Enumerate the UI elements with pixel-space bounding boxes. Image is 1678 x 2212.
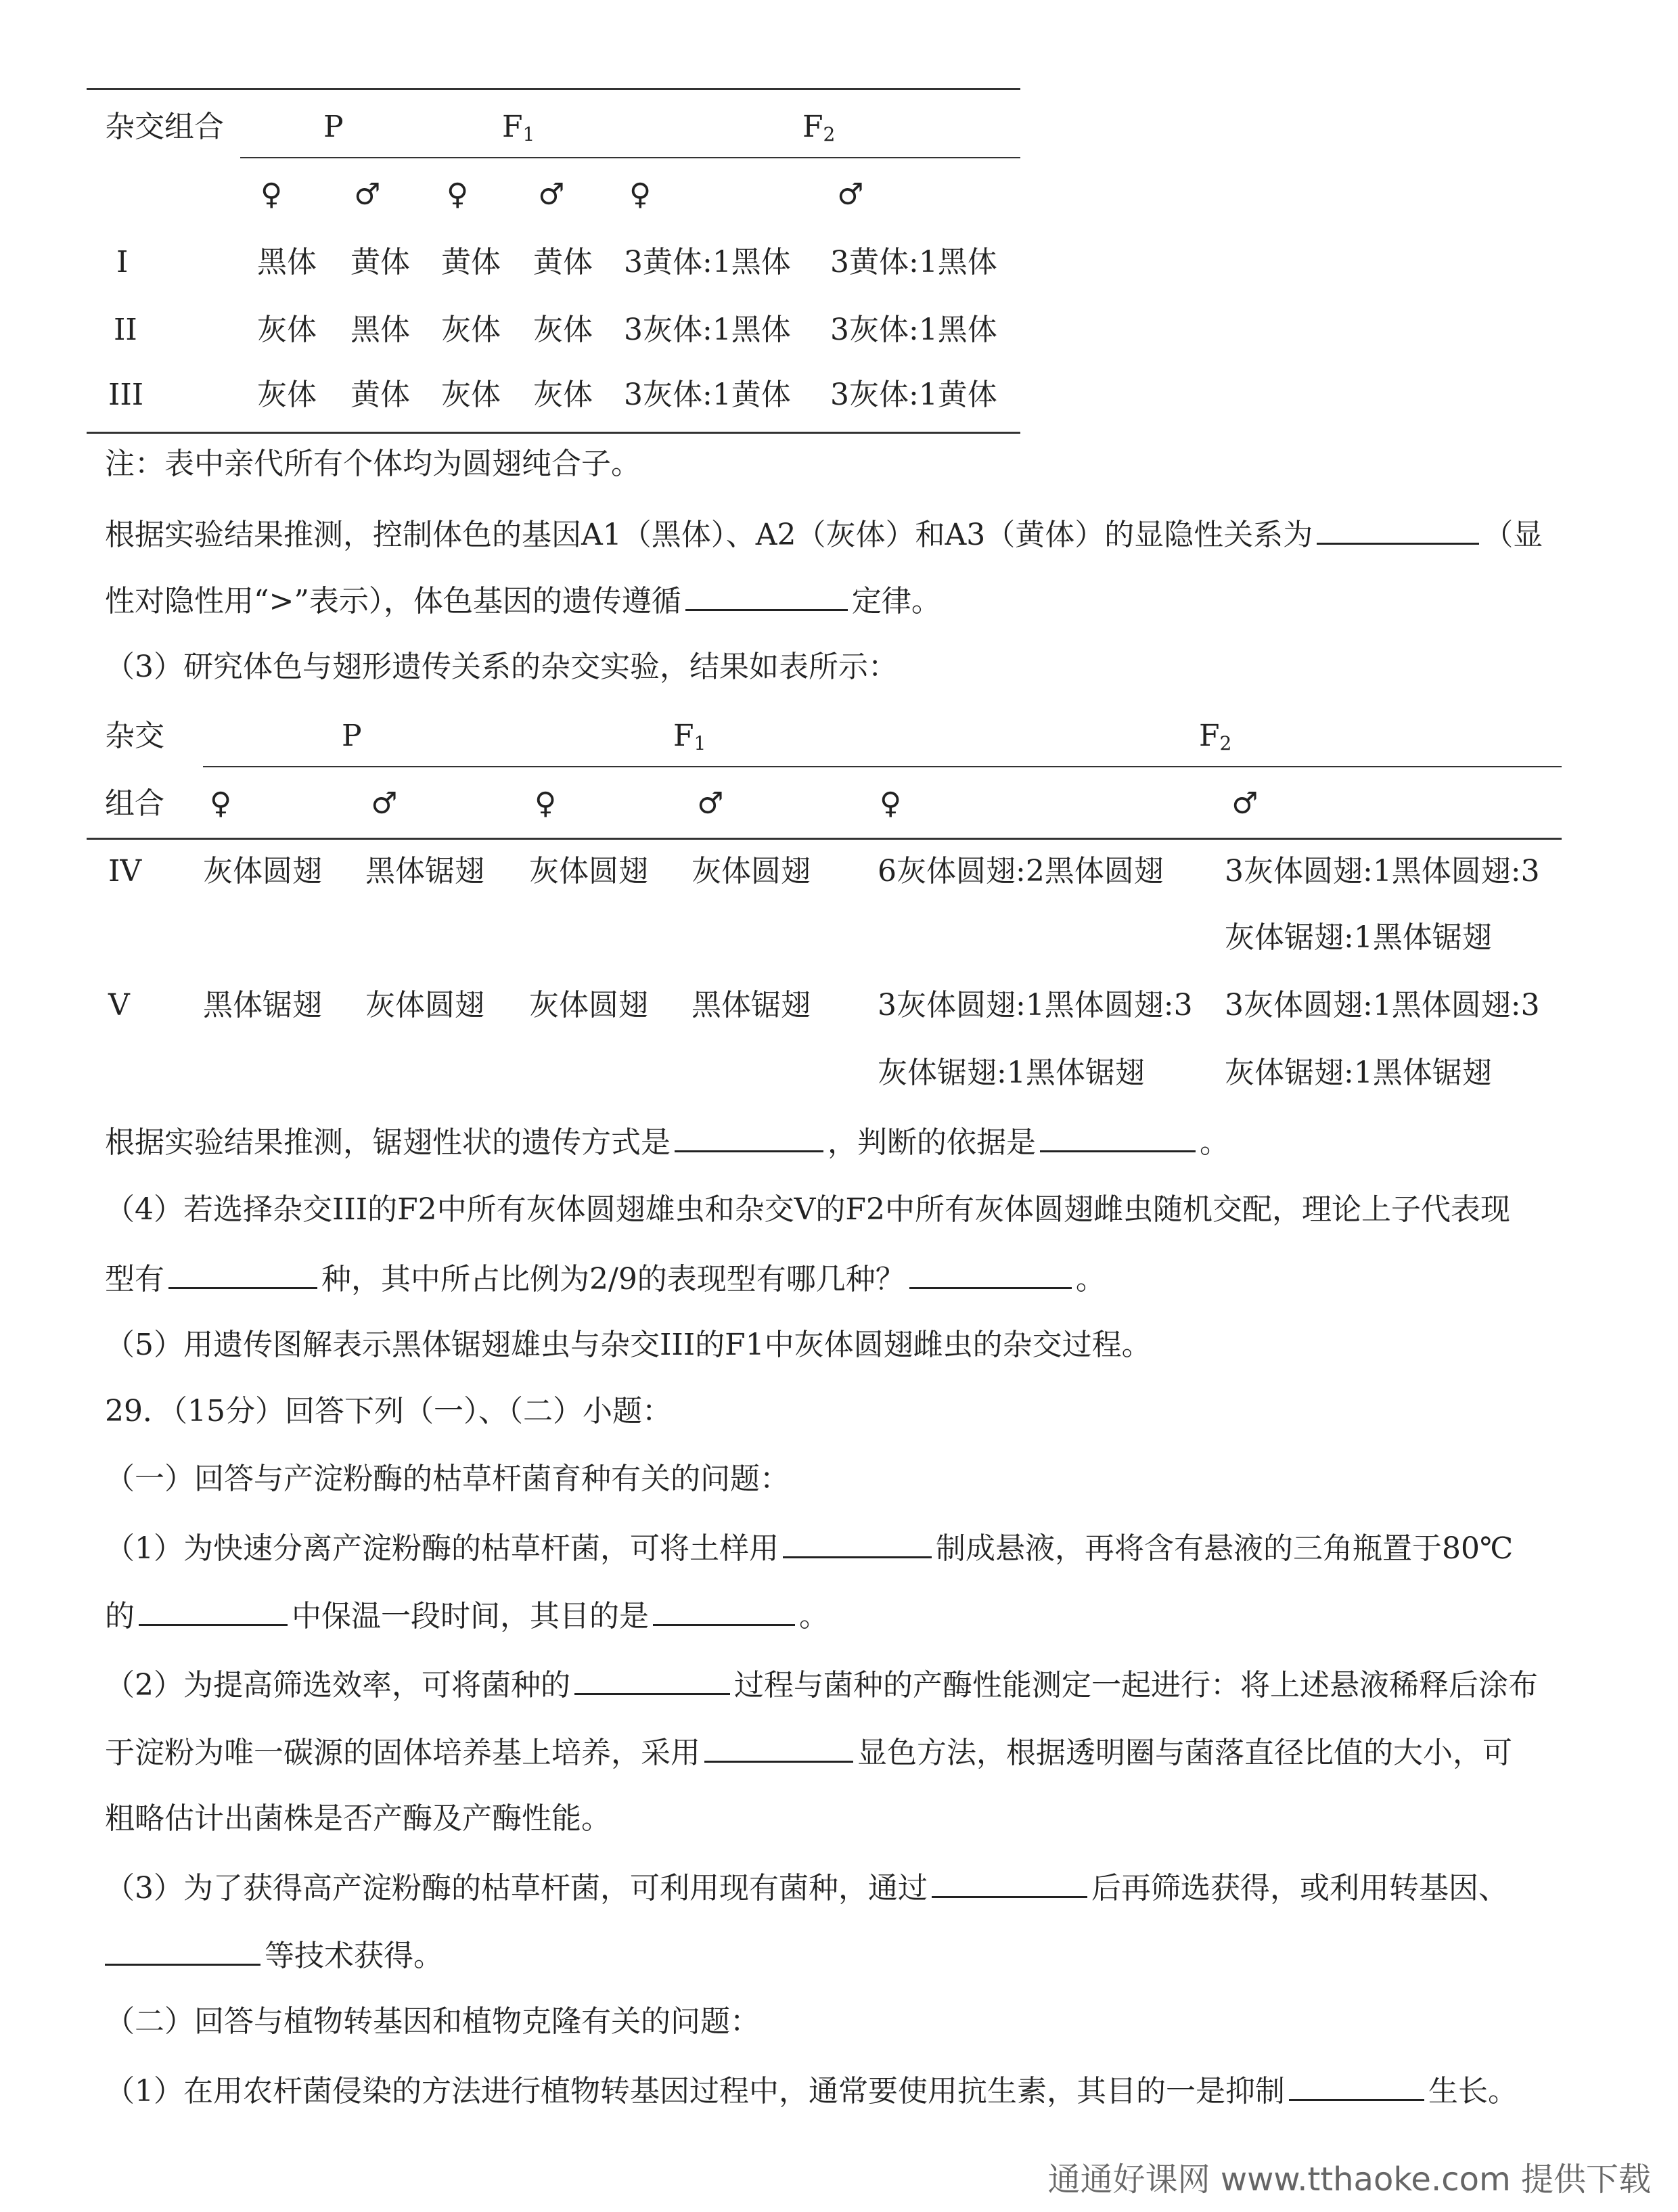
table2-header-f1: $F_1$ <box>673 719 706 754</box>
paragraph-text: 性对隐性用“>”表示），体色基因的遗传遵循 <box>105 584 681 618</box>
question-4: （4）若选择杂交III的F2中所有灰体圆翅雄虫和杂交V的F2中所有灰体圆翅雌虫随机交配，理论上子代表现 <box>105 1192 1510 1227</box>
paragraph-text: （显 <box>1483 518 1543 552</box>
table1-cell: 灰体 <box>441 378 501 412</box>
answer-blank[interactable] <box>1040 1123 1196 1152</box>
table2-header-group: 组合 <box>105 786 164 821</box>
paragraph-text: 显色方法，根据透明圈与菌落直径比值的大小，可 <box>857 1736 1512 1770</box>
table1-cell: 灰体 <box>533 378 593 412</box>
answer-blank[interactable] <box>1289 2072 1424 2101</box>
table1-cell: 3灰体:1黄体 <box>624 378 791 412</box>
table1-cell: 灰体 <box>533 313 593 347</box>
section-1-q3-cont <box>105 1937 443 1974</box>
table2-cell: 6灰体圆翅:2黑体圆翅 <box>878 854 1164 888</box>
table2-sex-male: ♂ <box>1231 786 1258 821</box>
table1-header-f2: $F_2$ <box>802 110 836 145</box>
section-1-heading: （一）回答与产淀粉酶的枯草杆菌育种有关的问题： <box>105 1462 790 1496</box>
table2-mid-rule <box>203 766 1562 767</box>
answer-blank[interactable] <box>168 1260 317 1289</box>
paragraph-text: 的 <box>105 1599 135 1633</box>
table2-cell: 灰体锯翅:1黑体锯翅 <box>1225 1056 1492 1090</box>
paragraph-text: （1）在用农杆菌侵染的方法进行植物转基因过程中，通常要使用抗生素，其目的一是抑制 <box>105 2074 1285 2108</box>
paragraph-dominance <box>105 516 1543 553</box>
table1-cell: 灰体 <box>257 378 317 412</box>
table2-cell: 灰体锯翅:1黑体锯翅 <box>878 1056 1145 1090</box>
table1-cell: 3灰体:1黑体 <box>830 313 997 347</box>
table2-cell: 3灰体圆翅:1黑体圆翅:3 <box>1225 988 1540 1022</box>
paragraph-saw-wing <box>105 1123 1229 1160</box>
paragraph-text: 根据实验结果推测，锯翅性状的遗传方式是 <box>105 1125 671 1160</box>
table1-cell: 灰体 <box>441 313 501 347</box>
table2-cell: 灰体圆翅 <box>203 854 322 888</box>
table1-sex-male: ♂ <box>538 177 565 212</box>
paragraph-text: 根据实验结果推测，控制体色的基因A1（黑体）、A2（灰体）和A3（黄体）的显隐性关系为 <box>105 518 1313 552</box>
table1-sex-female: ♀ <box>629 177 652 212</box>
paragraph-text: 。 <box>799 1599 829 1633</box>
answer-blank[interactable] <box>139 1597 288 1626</box>
table2-header-rule <box>87 838 1562 840</box>
table1-top-rule <box>87 88 1020 90</box>
paragraph-text: 型有 <box>105 1262 164 1296</box>
section-1-q2-end: 粗略估计出菌株是否产酶及产酶性能。 <box>105 1801 611 1836</box>
table1-cell: 黄体 <box>441 245 501 279</box>
table2-row-id: V <box>108 988 130 1022</box>
table2-sex-male: ♂ <box>371 786 398 821</box>
question-3: （3）研究体色与翅形遗传关系的杂交实验，结果如表所示： <box>105 650 898 684</box>
table1-sex-male: ♂ <box>354 177 381 212</box>
table1-bottom-rule <box>87 432 1020 434</box>
table2-cell: 灰体圆翅 <box>529 854 648 888</box>
answer-blank[interactable] <box>685 582 848 611</box>
table2-sex-female: ♀ <box>880 786 902 821</box>
question-29-heading: 29．（15分）回答下列（一）、（二）小题： <box>105 1394 672 1428</box>
table2-cell: 灰体锯翅:1黑体锯翅 <box>1225 920 1492 955</box>
table2-cell: 灰体圆翅 <box>365 988 484 1022</box>
table2-sex-female: ♀ <box>535 786 557 821</box>
footer-watermark: 通通好课网 www.tthaoke.com 提供下载 <box>1047 2161 1651 2198</box>
section-1-q2 <box>105 1666 1538 1703</box>
table2-row-id: IV <box>108 854 142 888</box>
table1-cell: 黄体 <box>350 378 410 412</box>
table1-sex-female: ♀ <box>260 177 283 212</box>
table1-cell: 3黄体:1黑体 <box>830 245 997 279</box>
answer-blank[interactable] <box>932 1869 1087 1898</box>
table2-cell: 3灰体圆翅:1黑体圆翅:3 <box>1225 854 1540 888</box>
table1-mid-rule <box>240 157 1020 158</box>
table2-cell: 黑体锯翅 <box>203 988 322 1022</box>
table2-cell: 灰体圆翅 <box>529 988 648 1022</box>
table2-sex-female: ♀ <box>210 786 232 821</box>
table1-sex-female: ♀ <box>447 177 469 212</box>
answer-blank[interactable] <box>574 1666 730 1695</box>
table2-header-f2: $F_2$ <box>1199 719 1232 754</box>
paragraph-text: 生长。 <box>1428 2074 1518 2108</box>
table1-cell: 3灰体:1黑体 <box>624 313 791 347</box>
table1-header-cross: 杂交组合 <box>105 110 224 144</box>
answer-blank[interactable] <box>675 1123 823 1152</box>
table2-header-p: P <box>342 719 362 753</box>
paragraph-text: （1）为快速分离产淀粉酶的枯草杆菌，可将土样用 <box>105 1531 779 1566</box>
table-note: 注：表中亲代所有个体均为圆翅纯合子。 <box>105 447 641 481</box>
table1-cell: 黑体 <box>257 245 317 279</box>
table2-cell: 3灰体圆翅:1黑体圆翅:3 <box>878 988 1193 1022</box>
answer-blank[interactable] <box>783 1529 932 1558</box>
table2-cell: 灰体圆翅 <box>691 854 811 888</box>
table1-row-id: I <box>116 245 129 279</box>
answer-blank[interactable] <box>704 1734 853 1763</box>
table1-cell: 黑体 <box>350 313 410 347</box>
paragraph-text: ，判断的依据是 <box>827 1125 1036 1160</box>
table1-cell: 黄体 <box>533 245 593 279</box>
table2-cell: 黑体锯翅 <box>365 854 484 888</box>
paragraph-text: （2）为提高筛选效率，可将菌种的 <box>105 1668 570 1702</box>
answer-blank[interactable] <box>105 1937 260 1966</box>
section-2-heading: （二）回答与植物转基因和植物克隆有关的问题： <box>105 2004 760 2039</box>
table1-row-id: III <box>108 378 144 412</box>
section-1-q1-cont <box>105 1597 829 1634</box>
table1-cell: 黄体 <box>350 245 410 279</box>
section-2-q1 <box>105 2072 1518 2109</box>
table2-sex-male: ♂ <box>697 786 724 821</box>
section-1-q1 <box>105 1529 1513 1566</box>
section-1-q2-cont <box>105 1734 1512 1771</box>
table1-cell: 3黄体:1黑体 <box>624 245 791 279</box>
paragraph-text: 制成悬液，再将含有悬液的三角瓶置于80℃ <box>936 1531 1514 1566</box>
paragraph-text: 于淀粉为唯一碳源的固体培养基上培养，采用 <box>105 1736 700 1770</box>
question-5: （5）用遗传图解表示黑体锯翅雄虫与杂交III的F1中灰体圆翅雌虫的杂交过程。 <box>105 1328 1152 1362</box>
paragraph-text: 种，其中所占比例为2/9的表现型有哪几种？ <box>321 1262 905 1296</box>
question-4-cont <box>105 1260 1106 1297</box>
paragraph-text: 定律。 <box>851 584 941 618</box>
paragraph-text: 中保温一段时间，其目的是 <box>292 1599 649 1633</box>
table1-cell: 灰体 <box>257 313 317 347</box>
paragraph-text: （3）为了获得高产淀粉酶的枯草杆菌，可利用现有菌种，通过 <box>105 1871 928 1905</box>
table1-cell: 3灰体:1黄体 <box>830 378 997 412</box>
table2-cell: 黑体锯翅 <box>691 988 811 1022</box>
paragraph-dominance-cont <box>105 582 941 619</box>
table1-header-f1: $F_1$ <box>502 110 535 145</box>
paragraph-text: 过程与菌种的产酶性能测定一起进行：将上述悬液稀释后涂布 <box>734 1668 1538 1702</box>
paragraph-text: 。 <box>1075 1262 1106 1296</box>
table1-header-p: P <box>323 110 344 144</box>
paragraph-text: 。 <box>1200 1125 1229 1160</box>
answer-blank[interactable] <box>1317 516 1479 545</box>
table1-row-id: II <box>114 313 137 347</box>
paragraph-text: 等技术获得。 <box>265 1939 443 1973</box>
answer-blank[interactable] <box>653 1597 795 1626</box>
table2-header-cross: 杂交 <box>105 719 164 753</box>
table1-sex-male: ♂ <box>837 177 864 212</box>
answer-blank[interactable] <box>909 1260 1072 1289</box>
paragraph-text: 后再筛选获得，或利用转基因、 <box>1091 1871 1508 1905</box>
section-1-q3 <box>105 1869 1508 1906</box>
